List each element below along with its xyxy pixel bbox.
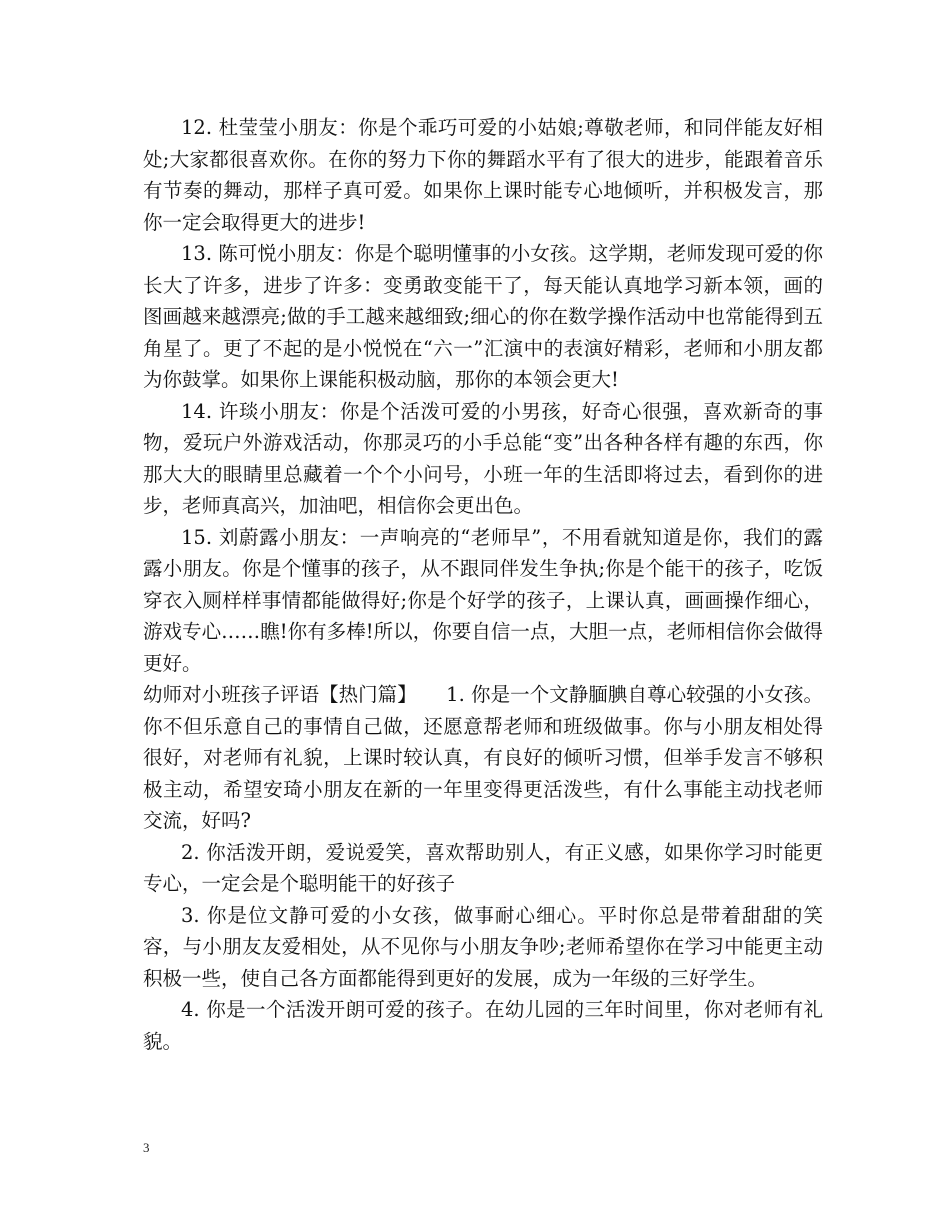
- paragraph-13: 13. 陈可悦小朋友：你是个聪明懂事的小女孩。这学期，老师发现可爱的你长大了许多，进步了许多：变勇敢变能干了，每天能认真地学习新本领，画的图画越来越漂亮;做的手工越来越细致;细心的你在数学操作活动中也常能得到五角星了。更了不起的是小悦悦在“六一”汇演中的表演好精彩，老师和小朋友都为你鼓掌。如果你上课能积极动脑，那你的本领会更大!: [143, 242, 823, 391]
- paragraph-2: 2. 你活泼开朗，爱说爱笑，喜欢帮助别人，有正义感，如果你学习时能更专心，一定会是个聪明能干的好孩子: [143, 840, 823, 895]
- paragraph-15: 15. 刘蔚露小朋友：一声响亮的“老师早”，不用看就知道是你，我们的露露小朋友。你是个懂事的孩子，从不跟同伴发生争执;你是个能干的孩子，吃饭穿衣入厕样样事情都能做得好;你是个好学的孩子，上课认真，画画操作细心，游戏专心……瞧!你有多棒!所以，你要自信一点，大胆一点，老师相信你会做得更好。: [143, 525, 823, 675]
- document-body: [143, 112, 823, 1057]
- paragraph-section-heading-1: 幼师对小班孩子评语【热门篇】 1. 你是一个文静腼腆自尊心较强的小女孩。你不但乐意自己的事情自己做，还愿意帮老师和班级做事。你与小朋友相处得很好，对老师有礼貌，上课时较认真，有良好的倾听习惯，但举手发言不够积极主动，希望安琦小朋友在新的一年里变得更活泼些，有什么事能主动找老师交流，好吗?: [143, 683, 823, 832]
- paragraph-12: 12. 杜莹莹小朋友：你是个乖巧可爱的小姑娘;尊敬老师，和同伴能友好相处;大家都很喜欢你。在你的努力下你的舞蹈水平有了很大的进步，能跟着音乐有节奏的舞动，那样子真可爱。如果你上课时能专心地倾听，并积极发言，那你一定会取得更大的进步!: [143, 116, 823, 234]
- paragraph-4: 4. 你是一个活泼开朗可爱的孩子。在幼儿园的三年时间里，你对老师有礼貌。: [143, 998, 823, 1053]
- paragraph-14: 14. 许琰小朋友：你是个活泼可爱的小男孩，好奇心很强，喜欢新奇的事物，爱玩户外游戏活动，你那灵巧的小手总能“变”出各种各样有趣的东西，你那大大的眼睛里总藏着一个个小问号，小班一年的生活即将过去，看到你的进步，老师真高兴，加油吧，相信你会更出色。: [143, 399, 823, 517]
- page-number: 3: [143, 1140, 150, 1155]
- paragraph-3: 3. 你是位文静可爱的小女孩，做事耐心细心。平时你总是带着甜甜的笑容，与小朋友友爱相处，从不见你与小朋友争吵;老师希望你在学习中能更主动积极一些，使自己各方面都能得到更好的发展，成为一年级的三好学生。: [143, 903, 823, 990]
